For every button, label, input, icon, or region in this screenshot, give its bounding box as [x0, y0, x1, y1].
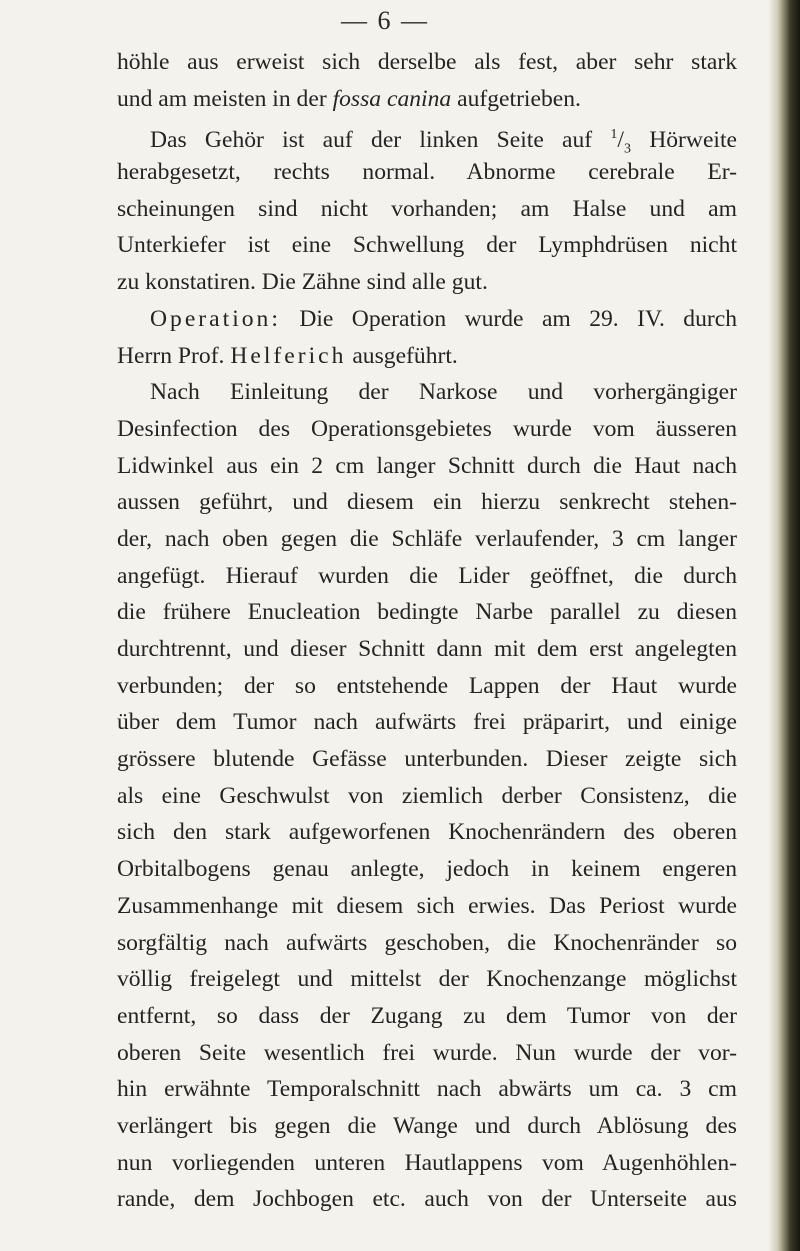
text-line-1: höhle aus erweist sich derselbe als fest, aber sehr stark: [117, 49, 737, 75]
text-segment: und am meisten in der: [117, 85, 333, 112]
text-line-31: nun vorliegenden unteren Hautlappens vom Augenhöhlen-: [117, 1149, 737, 1176]
text-line-18: verbunden; der so entstehende Lappen der Haut wurde: [117, 672, 737, 699]
text-line-13: aussen geführt, und diesem ein hierzu senkrecht stehen-: [117, 489, 737, 516]
fraction-numerator: 1: [610, 127, 618, 143]
text-line-15: angefügt. Hierauf wurden die Lider geöffnet, die durch: [117, 562, 737, 589]
text-line-17: durchtrennt, und dieser Schnitt dann mit dem erst angelegten: [117, 636, 737, 662]
text-line-19: über dem Tumor nach aufwärts frei präparirt, und einige: [117, 709, 737, 736]
text-line-29: hin erwähnte Temporalschnitt nach abwärts um ca. 3 cm: [117, 1076, 737, 1103]
text-line-12: Lidwinkel aus ein 2 cm langer Schnitt durch die Haut nach: [117, 452, 737, 479]
text-line-30: verlängert bis gegen die Wange und durch Ablösung des: [117, 1112, 737, 1139]
body-text: [117, 44, 737, 1218]
text-line-2: [117, 81, 737, 118]
text-line-25: sorgfältig nach aufwärts geschoben, die Knochenränder so: [117, 929, 737, 956]
text-line-7: zu konstatiren. Die Zähne sind alle gut.: [117, 269, 488, 296]
text-line-32: rande, dem Jochbogen etc. auch von der Unterseite aus: [117, 1186, 737, 1213]
text-line-4: herabgesetzt, rechts normal. Abnorme cerebrale Er-: [117, 159, 737, 186]
text-line-28: oberen Seite wesentlich frei wurde. Nun wurde der vor-: [117, 1039, 737, 1066]
text-line-27: entfernt, so dass der Zugang zu dem Tumor von der: [117, 1002, 737, 1029]
page-number-header: — 6 —: [341, 6, 429, 35]
text-segment: Herrn Prof.: [117, 342, 231, 369]
text-segment: Hörweite: [630, 127, 737, 154]
text-line-6: Unterkiefer ist eine Schwellung der Lymphdrüsen nicht: [117, 232, 737, 259]
text-line-22: sich den stark aufgeworfenen Knochenrändern des oberen: [117, 819, 737, 846]
surgeon-name: Helferich: [230, 342, 347, 369]
text-line-24: Zusammenhange mit diesem sich erwies. Das Periost wurde: [117, 892, 737, 919]
text-line-10: Nach Einleitung der Narkose und vorhergängiger: [150, 379, 737, 406]
text-segment: ausgeführt.: [346, 342, 458, 369]
text-line-8: [117, 301, 737, 338]
text-line-14: der, nach oben gegen die Schläfe verlaufender, 3 cm langer: [117, 525, 737, 552]
text-segment: Die Operation wurde am 29. IV. durch: [280, 305, 737, 332]
text-segment: aufgetrieben.: [451, 85, 581, 112]
fraction-denominator: 3: [623, 141, 631, 157]
text-line-5: scheinungen sind nicht vorhanden; am Halse und am: [117, 195, 737, 222]
text-line-16: die frühere Enucleation bedingte Narbe parallel zu diesen: [117, 599, 737, 626]
text-line-11: Desinfection des Operationsgebietes wurde vom äusseren: [117, 415, 737, 442]
text-line-21: als eine Geschwulst von ziemlich derber Consistenz, die: [117, 782, 737, 809]
book-binding-edge: [778, 0, 800, 1251]
text-line-26: völlig freigelegt und mittelst der Knochenzange möglichst: [117, 966, 737, 993]
text-line-20: grössere blutende Gefässe unterbunden. Dieser zeigte sich: [117, 746, 737, 773]
text-line-3: Das Gehör ist auf der linken Seite auf $^1/_3$ Hörweite: [150, 127, 737, 157]
operation-heading: Operation:: [150, 305, 281, 332]
text-segment: Das Gehör ist auf der linken Seite auf: [150, 127, 611, 154]
page-edge-shadow: [768, 0, 778, 1251]
text-line-23: Orbitalbogens genau anlegte, jedoch in keinem engeren: [117, 856, 737, 883]
text-line-9: [117, 338, 737, 375]
italic-term-fossa-canina: fossa canina: [332, 85, 452, 112]
